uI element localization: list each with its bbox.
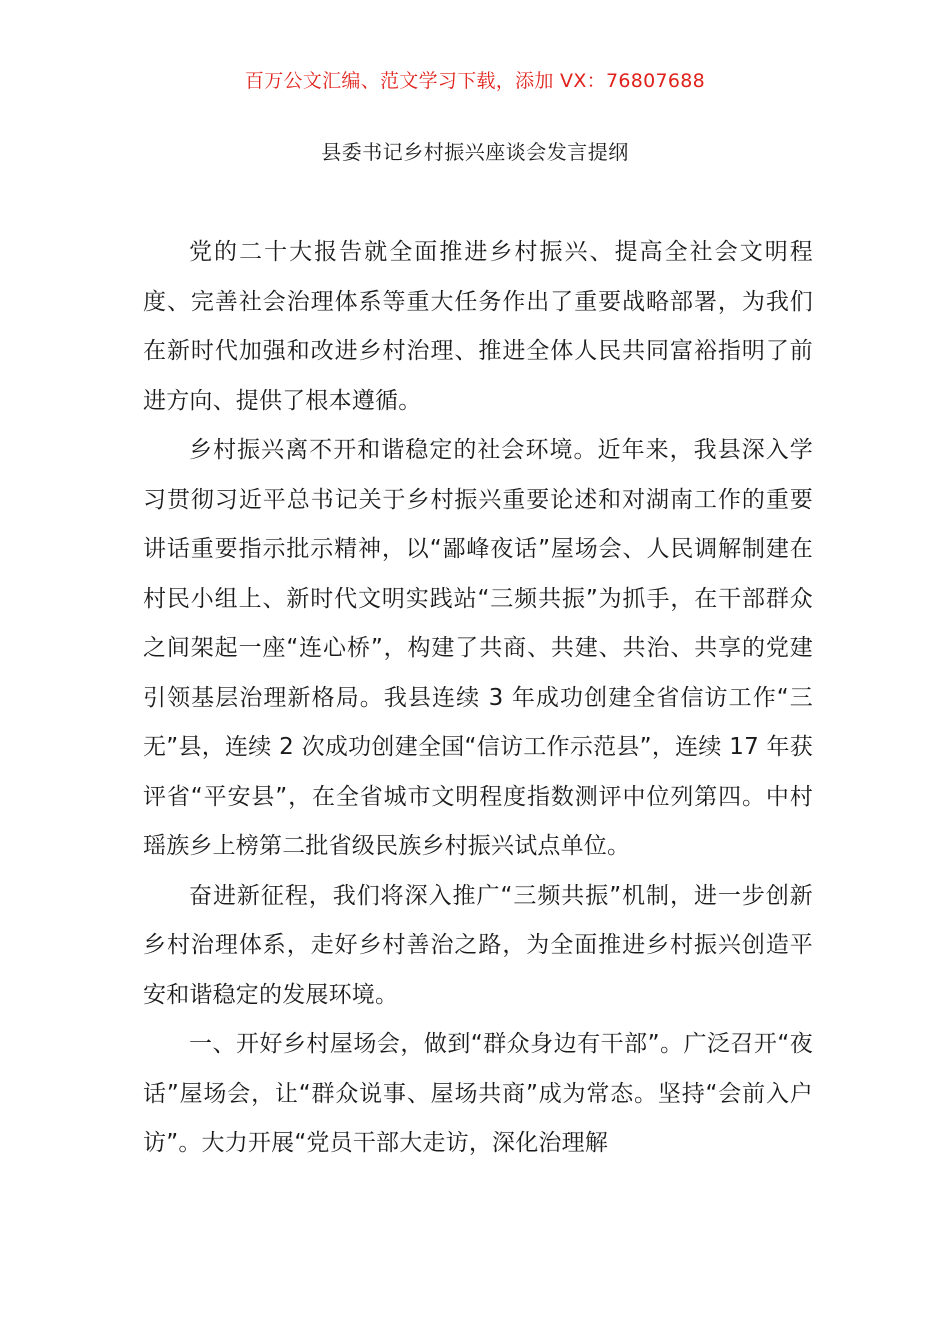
paragraph-achievements: 乡村振兴离不开和谐稳定的社会环境。近年来，我县深入学习贯彻习近平总书记关于乡村振兴重要论述和对湖南工作的重要讲话重要指示批示精神，以“鄙峰夜话”屋场会、人民调解制建在村民小组上、新时代文明实践站“三频共振”为抓手，在干部群众之间架起一座“连心桥”，构建了共商、共建、共治、共享的党建引领基层治理新格局。我县连续 3 年成功创建全省信访工作“三无”县，连续 2 次成功创建全国“信访工作示范县”，连续 17 年获评省“平安县”，在全省城市文明程度指数测评中位列第四。中村瑶族乡上榜第二批省级民族乡村振兴试点单位。 — [143, 437, 813, 859]
paragraph-intro: 党的二十大报告就全面推进乡村振兴、提高全社会文明程度、完善社会治理体系等重大任务作出了重要战略部署，为我们在新时代加强和改进乡村治理、推进全体人民共同富裕指明了前进方向、提供了根本遵循。 — [143, 239, 813, 414]
document-body — [143, 228, 813, 1169]
header-banner: 百万公文汇编、范文学习下载，添加 VX：76807688 — [244, 70, 706, 92]
paragraph-section-one: 一、开好乡村屋场会，做到“群众身边有干部”。广泛召开“夜话”屋场会，让“群众说事、屋场共商”成为常态。坚持“会前入户访”。大力开展“党员干部大走访，深化治理解 — [143, 1031, 813, 1156]
paragraph-outlook: 奋进新征程，我们将深入推广“三频共振”机制，进一步创新乡村治理体系，走好乡村善治之路，为全面推进乡村振兴创造平安和谐稳定的发展环境。 — [143, 882, 813, 1008]
document-title: 县委书记乡村振兴座谈会发言提纲 — [321, 140, 629, 164]
